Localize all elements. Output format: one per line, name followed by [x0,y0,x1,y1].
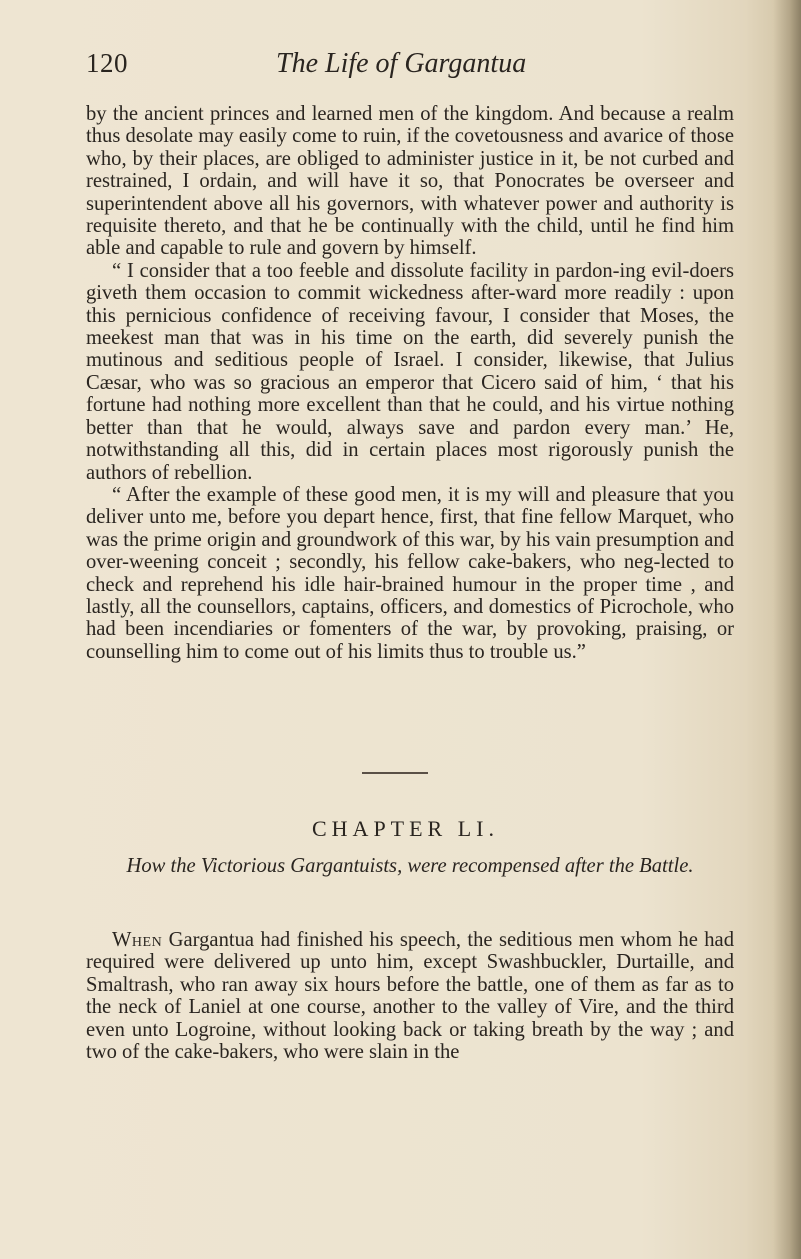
chapter-heading: CHAPTER LI. [312,816,499,841]
running-head: The Life of Gargantua [276,48,527,79]
page-edge-shadow [773,0,801,1259]
page-number: 120 [86,48,128,78]
chapter-subtitle: How the Victorious Gargantuists, were recompensed after the Battle. [126,855,694,877]
paragraph-3: “ After the example of these good men, it is my will and pleasure that you deliver unto me, before you depart hence, first, that fine fellow Marquet, who was the prime origin and groundwork of this war, by his vain presumption and over-weening conceit ; secondly, his fellow cake-bakers, who neg-lected to check and reprehend his idle hair-brained humour in the proper time , and lastly, all the counsellors, captains, officers, and domestics of Picrochole, who had been incendiaries or fomenters of the war, by provoking, praising, or counselling him to come out of his limits thus to trouble us.” [86,483,734,663]
page-header [86,48,746,88]
body-text [86,103,734,663]
chapter-opening-paragraph [86,929,734,1063]
chapter-paragraph-1 [86,929,734,1063]
section-divider [362,772,428,774]
chapter-paragraph-text: Gargantua had finished his speech, the seditious men whom he had required were delivered up unto him, except Swashbuckler, Durtaille, and Smaltrash, who ran away six hours before the battle, one of them as far as to the neck of Laniel at one course, another to the valley of Vire, and the third even unto Logroine, without looking back or taking breath by the way ; and two of the cake-bakers, who were slain in the [86,929,734,1064]
paragraph-2: “ I consider that a too feeble and dissolute facility in pardon-ing evil-doers giveth them occasion to commit wickedness after-ward more readily : upon this pernicious confidence of receiving favour, I consider that Moses, the meekest man that was in his time on the earth, did severely punish the mutinous and seditious people of Israel. I consider, likewise, that Julius Cæsar, who was so gracious an emperor that Cicero said of him, ‘ that his fortune had nothing more excellent than that he could, and his virtue nothing better than that he would, always save and pardon every man.’ He, notwithstanding all this, did in certain places most rigorously punish the authors of rebellion. [86,259,734,484]
paragraph-1: by the ancient princes and learned men of the kingdom. And because a realm thus desolate may easily come to ruin, if the covetousness and avarice of those who, by their places, are obliged to administer justice in it, be not curbed and restrained, I ordain, and will have it so, that Ponocrates be overseer and superintendent above all his governors, with whatever power and authority is requisite thereto, and that he be continually with the child, until he find him able and capable to rule and govern by himself. [86,103,734,260]
drop-word: When [112,929,163,951]
